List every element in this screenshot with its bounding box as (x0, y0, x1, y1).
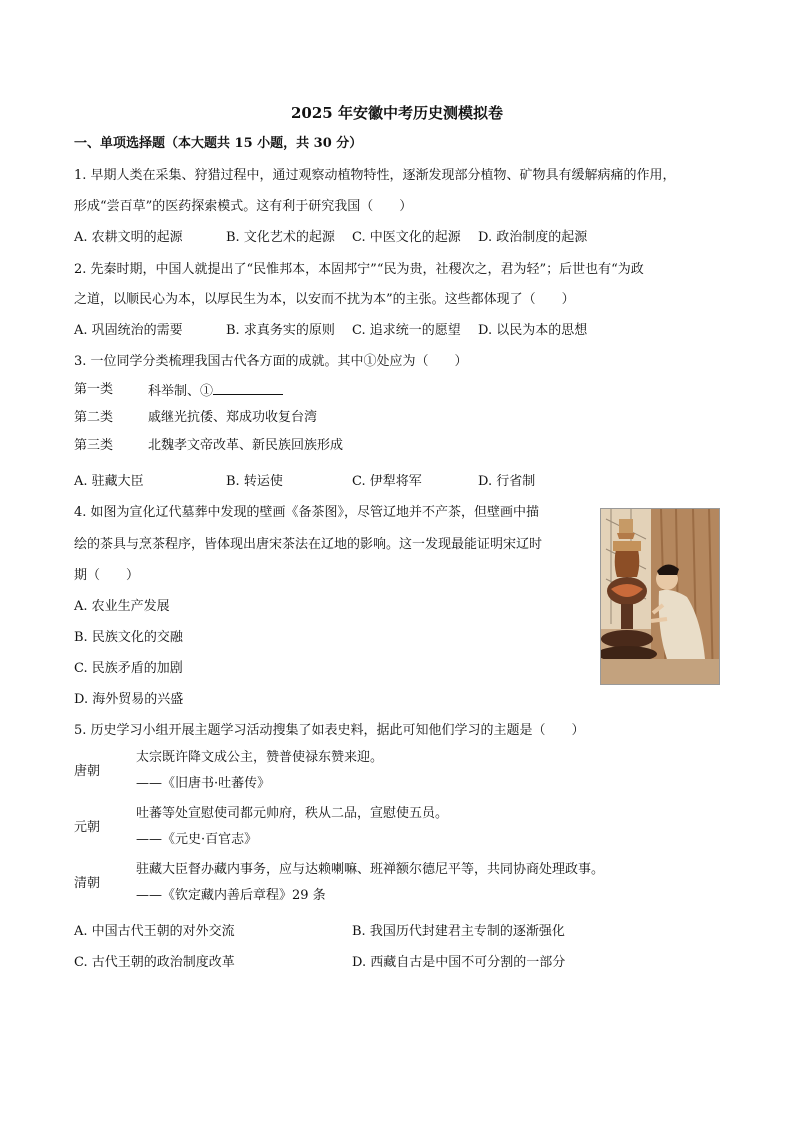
q5-dynasty: 元朝 (74, 820, 101, 835)
q5-dynasty: 清朝 (74, 876, 101, 891)
q5-source-citation: ——《钦定藏内善后章程》29 条 (136, 888, 326, 903)
q5-option-d[interactable]: D. 西藏自古是中国不可分割的一部分 (352, 955, 566, 970)
q4-stem-line1: 4. 如图为宣化辽代墓葬中发现的壁画《备茶图》，尽管辽地并不产茶，但壁画中描 (74, 505, 540, 520)
q2-option-a[interactable]: A. 巩固统治的需要 (74, 323, 183, 338)
q3-row-content: 北魏孝文帝改革、新民族回族形成 (148, 438, 344, 453)
q2-stem-line2: 之道，以顺民心为本，以厚民生为本，以安而不扰为本”的主张。这些都体现了（ ） (74, 292, 575, 307)
q5-dynasty: 唐朝 (74, 764, 101, 779)
exam-title: 2025 年安徽中考历史测模拟卷 (291, 104, 503, 122)
q3-row-label: 第一类 (74, 382, 114, 397)
q4-option-b[interactable]: B. 民族文化的交融 (74, 630, 183, 645)
q3-option-b[interactable]: B. 转运使 (226, 474, 283, 489)
q3-row-label: 第二类 (74, 410, 114, 425)
q3-row-label: 第三类 (74, 438, 114, 453)
q4-option-d[interactable]: D. 海外贸易的兴盛 (74, 692, 184, 707)
q1-option-a[interactable]: A. 农耕文明的起源 (74, 230, 183, 245)
q1-option-b[interactable]: B. 文化艺术的起源 (226, 230, 335, 245)
q4-stem-line3: 期（ ） (74, 568, 140, 583)
q4-option-c[interactable]: C. 民族矛盾的加剧 (74, 661, 183, 676)
q2-stem-line1: 2. 先秦时期，中国人就提出了“民惟邦本，本固邦宁”“民为贵，社稷次之，君为轻”；后世也有“为政 (74, 262, 644, 277)
q3-row-content: 科举制、① (148, 382, 283, 400)
q3-stem: 3. 一位同学分类梳理我国古代各方面的成就。其中①处应为（ ） (74, 354, 468, 369)
q5-option-b[interactable]: B. 我国历代封建君主专制的逐渐强化 (352, 924, 565, 939)
q4-option-a[interactable]: A. 农业生产发展 (74, 599, 170, 614)
q5-source-citation: ——《元史·百官志》 (136, 832, 258, 847)
q3-row-content: 戚继光抗倭、郑成功收复台湾 (148, 410, 318, 425)
q1-option-c[interactable]: C. 中医文化的起源 (352, 230, 461, 245)
q5-stem: 5. 历史学习小组开展主题学习活动搜集了如表史料，据此可知他们学习的主题是（ ） (74, 723, 585, 738)
q1-stem-line1: 1. 早期人类在采集、狩猎过程中，通过观察动植物特性，逐渐发现部分植物、矿物具有缓解病痛的作用， (74, 168, 676, 183)
q5-option-c[interactable]: C. 古代王朝的政治制度改革 (74, 955, 235, 970)
q2-option-d[interactable]: D. 以民为本的思想 (478, 323, 588, 338)
q3-option-d[interactable]: D. 行省制 (478, 474, 536, 489)
q3-option-c[interactable]: C. 伊犁将军 (352, 474, 422, 489)
q5-source-citation: ——《旧唐书·吐蕃传》 (136, 776, 271, 791)
section-heading: 一、单项选择题（本大题共 15 小题，共 30 分） (74, 136, 363, 151)
q4-stem-line2: 绘的茶具与烹茶程序，皆体现出唐宋茶法在辽地的影响。这一发现最能证明宋辽时 (74, 537, 543, 552)
q1-option-d[interactable]: D. 政治制度的起源 (478, 230, 588, 245)
q1-stem-line2: 形成“尝百草”的医药探索模式。这有利于研究我国（ ） (74, 199, 413, 214)
q2-option-c[interactable]: C. 追求统一的愿望 (352, 323, 461, 338)
q2-option-b[interactable]: B. 求真务实的原则 (226, 323, 335, 338)
q3-option-a[interactable]: A. 驻藏大臣 (74, 474, 144, 489)
q5-source-text: 驻藏大臣督办藏内事务，应与达赖喇嘛、班禅额尔德尼平等，共同协商处理政事。 (136, 862, 605, 877)
answer-blank[interactable] (213, 382, 283, 395)
q5-source-text: 太宗既许降文成公主，赞普使禄东赞来迎。 (136, 750, 384, 765)
q5-option-a[interactable]: A. 中国古代王朝的对外交流 (74, 924, 235, 939)
q5-source-text: 吐蕃等处宣慰使司都元帅府，秩从二品，宣慰使五员。 (136, 806, 449, 821)
mural-tea-preparation-image (600, 508, 720, 685)
